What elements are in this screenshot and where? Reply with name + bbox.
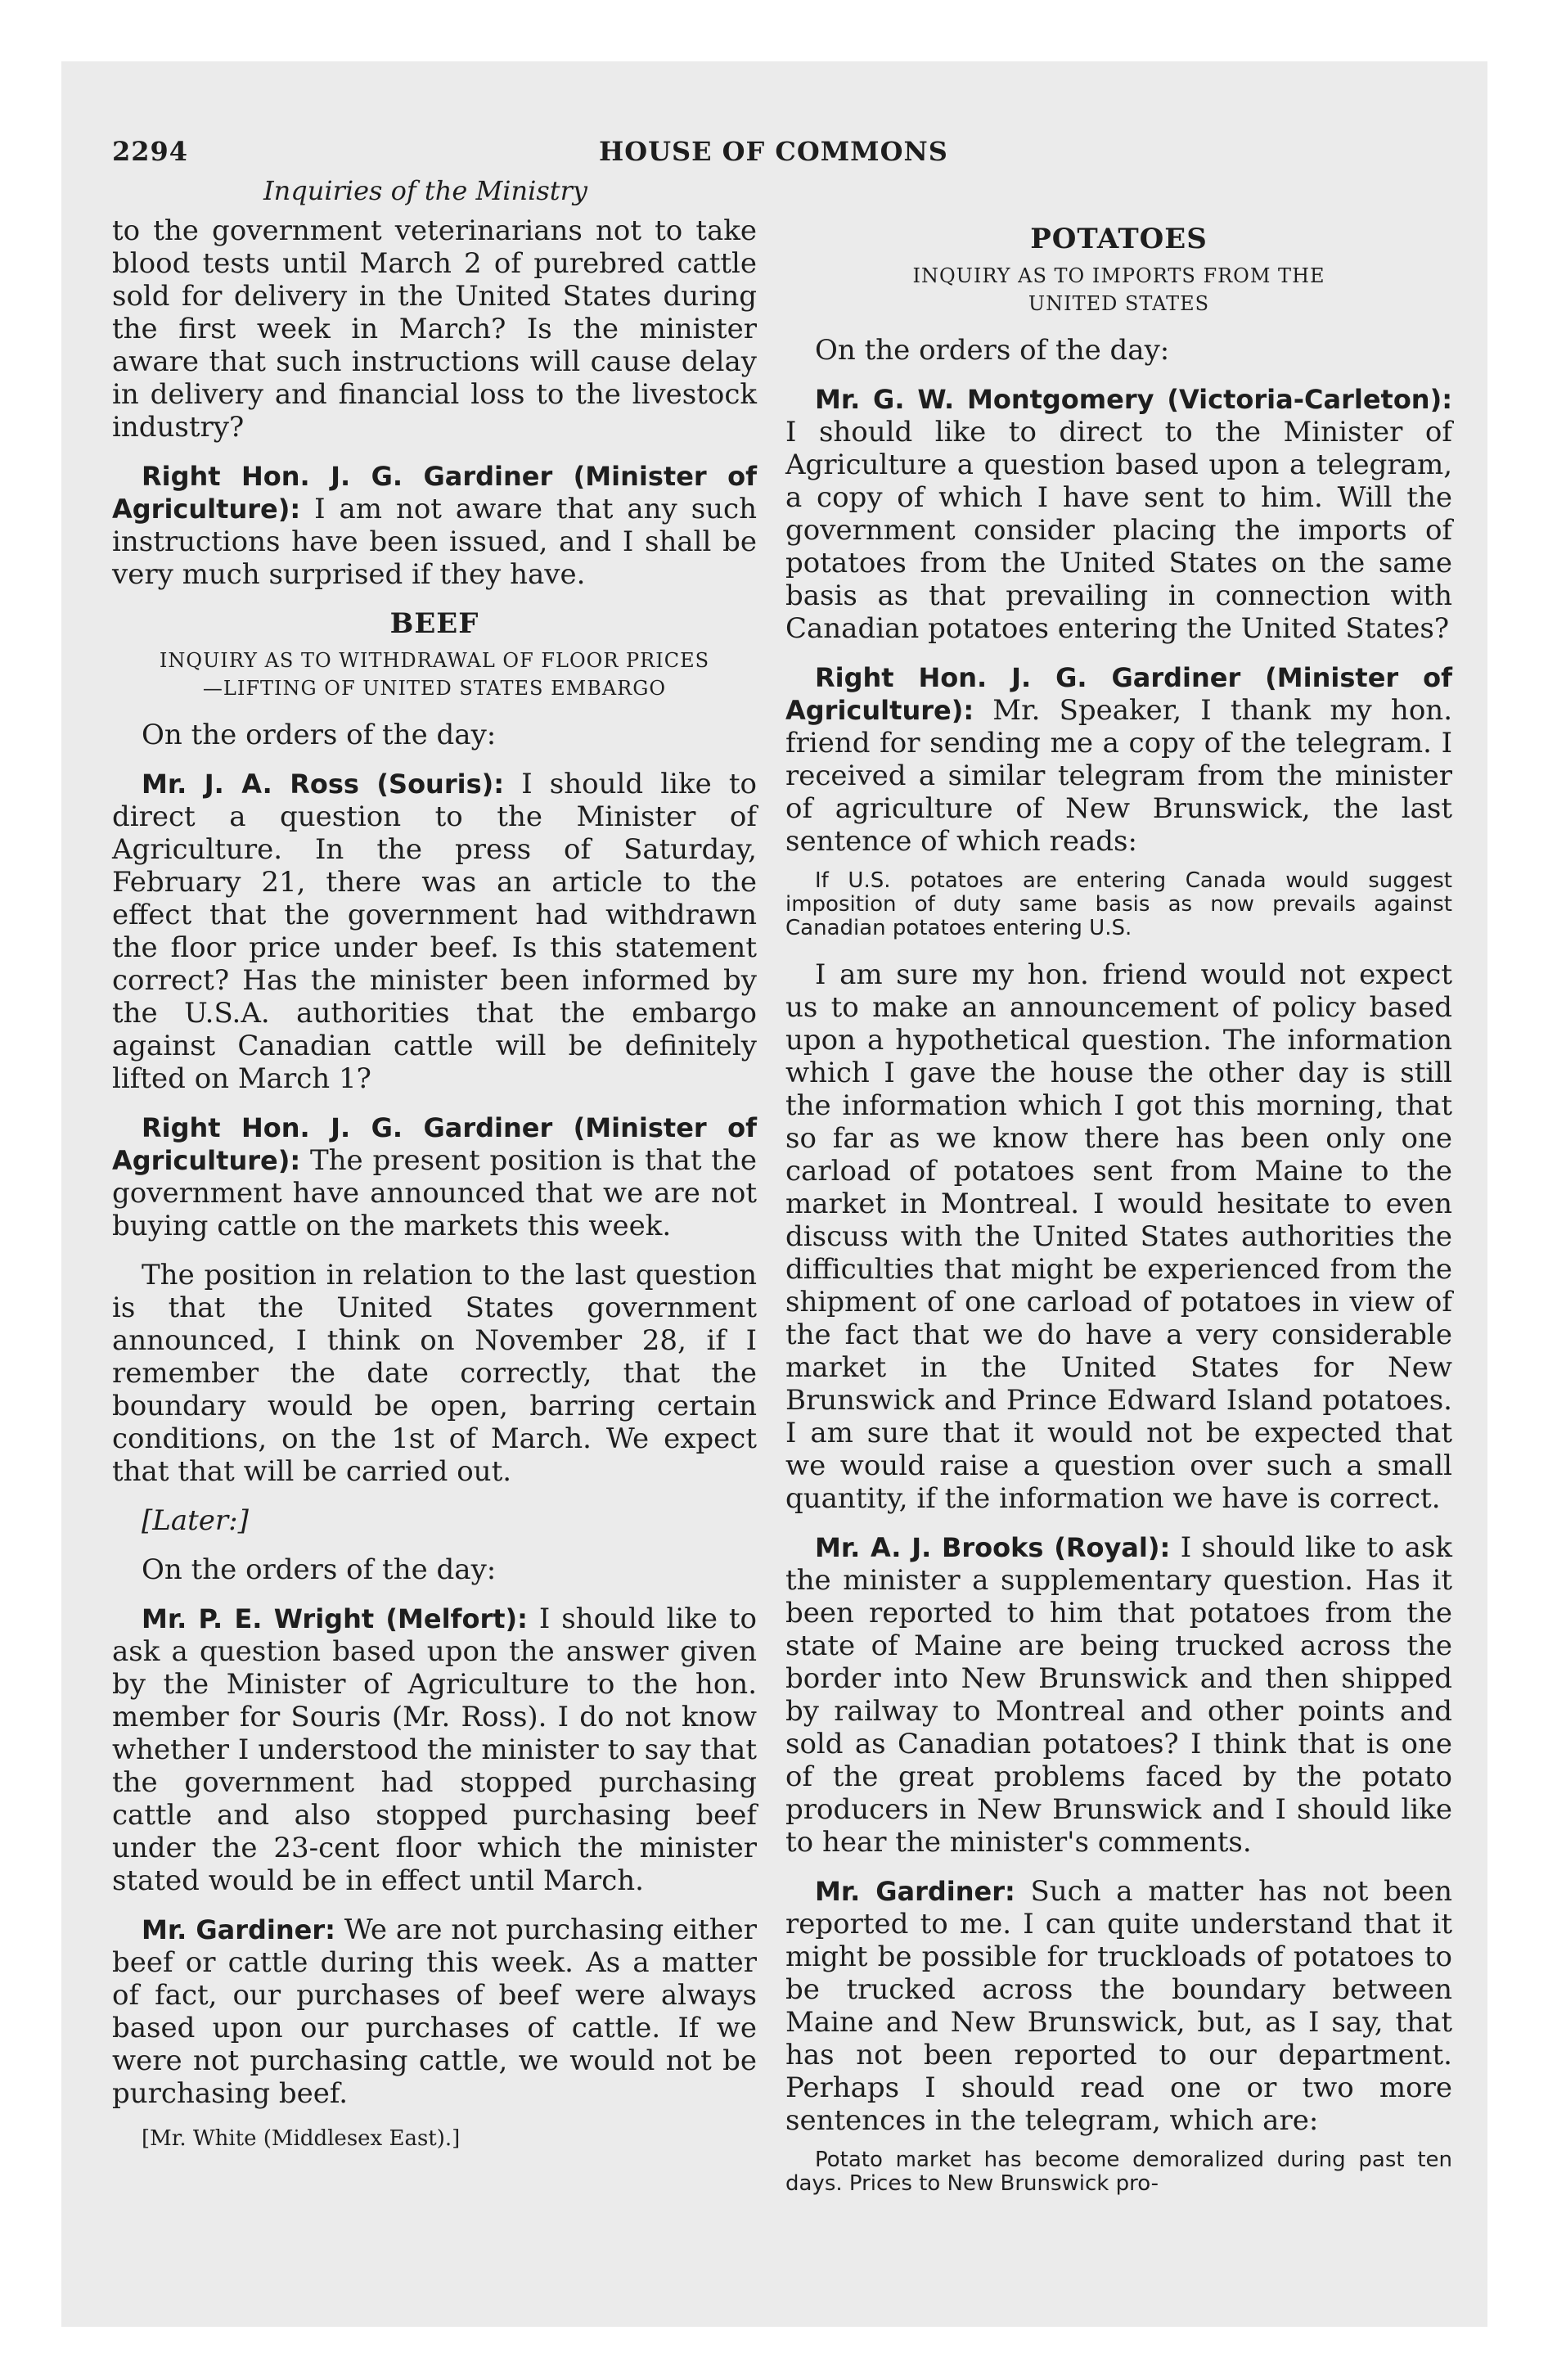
speaker-name: Mr. Gardiner: bbox=[815, 1876, 1015, 1907]
speech-text: Mr. Speaker, I thank my hon. friend for sending me a copy of the telegram. I received a similar telegram from the minister of agriculture of New Brunswick, the last sentence of which reads: bbox=[785, 694, 1452, 858]
paragraph: I am sure my hon. friend would not expect us to make an announcement of policy based upon a hypothetical question. The information which I gave the house the other day is still the information which I got this morning, that so far as we know there has been only one carload of potatoes sent from Maine to the market in Montreal. I would hesitate to even discuss with the United States authorities the difficulties that might be experienced from the shipment of one carload of potatoes in view of the fact that we do have a very considerable market in the United States for New Brunswick and Prince Edward Island potatoes. I am sure that it would not be expected that we would raise a question over such a small quantity, if the information we have is correct. bbox=[785, 958, 1452, 1515]
speaker-name: Mr. Gardiner: bbox=[142, 1914, 335, 1945]
paragraph: to the government veterinarians not to take blood tests until March 2 of purebred cattle sold for delivery in the United States during the first week in March? Is the minister aware that such instructions will cause delay in delivery and financial loss to the livestock industry? bbox=[112, 214, 757, 444]
right-column bbox=[785, 214, 1452, 2214]
speech-text: Such a matter has not been reported to me. I can quite understand that it might be possible for truckloads of potatoes to be trucked across the boundary between Maine and New Brunswick, but, as I say, that has not been reported to our department. Perhaps I should read one or two more sentences in the telegram, which are: bbox=[785, 1875, 1453, 2137]
speech-text: I am not aware that any such instructions have been issued, and I shall be very much surprised if they have. bbox=[112, 493, 757, 591]
page-number: 2294 bbox=[112, 136, 189, 167]
paragraph bbox=[112, 460, 757, 591]
section-subtitle bbox=[785, 262, 1452, 318]
speaker-name: Mr. A. J. Brooks (Royal): bbox=[815, 1532, 1171, 1563]
paragraph bbox=[112, 1913, 757, 2110]
paragraph: The position in relation to the last question is that the United States government announced, I think on November 28, if I remember the date correctly, that the boundary would be open, barring certain conditions, on the 1st of March. We expect that that will be carried out. bbox=[112, 1259, 757, 1488]
paragraph bbox=[785, 661, 1452, 858]
speaker-name: Right Hon. J. G. Gardiner (Minister of Agriculture): bbox=[785, 662, 1452, 726]
orders-of-the-day: On the orders of the day: bbox=[142, 1553, 497, 1586]
paragraph bbox=[785, 1531, 1452, 1859]
speaker-name: Mr. G. W. Montgomery (Victoria-Carleton): bbox=[815, 384, 1452, 415]
telegram-quote: If U.S. potatoes are entering Canada would suggest imposition of duty same basis as now prevails against Canadian potatoes entering U.S. bbox=[785, 868, 1452, 940]
paragraph bbox=[112, 1111, 757, 1242]
section-title: POTATOES bbox=[1030, 223, 1208, 255]
telegram-quote: Potato market has become demoralized during past ten days. Prices to New Brunswick pro- bbox=[785, 2148, 1452, 2196]
orders-of-the-day: On the orders of the day: bbox=[815, 334, 1170, 367]
paragraph bbox=[785, 383, 1452, 645]
paragraph bbox=[785, 1875, 1452, 2137]
speaker-name: Right Hon. J. G. Gardiner (Minister of Agriculture): bbox=[112, 461, 757, 525]
section-title: BEEF bbox=[389, 607, 479, 640]
section-subtitle bbox=[112, 647, 757, 702]
page-header-subtitle: Inquiries of the Ministry bbox=[263, 175, 587, 206]
speaker-name: Right Hon. J. G. Gardiner (Minister of Agriculture): bbox=[112, 1112, 757, 1176]
subtitle-line: UNITED STATES bbox=[1028, 292, 1210, 315]
page-footnote: [Mr. White (Middlesex East).] bbox=[142, 2126, 461, 2151]
speech-text: The present position is that the government have announced that we are not buying cattle on the markets this week. bbox=[112, 1144, 757, 1242]
subtitle-line: —LIFTING OF UNITED STATES EMBARGO bbox=[202, 677, 667, 700]
speaker-name: Mr. P. E. Wright (Melfort): bbox=[142, 1603, 528, 1634]
orders-of-the-day: On the orders of the day: bbox=[142, 719, 497, 751]
left-column bbox=[112, 214, 757, 2167]
speech-text: I should like to direct to the Minister of Agriculture a question based upon a telegram, a copy of which I have sent to him. Will the government consider placing the imports of potatoes from the United States on the same basis as that prevailing in connection with Canadian potatoes entering the United States? bbox=[785, 416, 1452, 645]
speech-text: I should like to direct a question to the Minister of Agriculture. In the press of Saturday, February 21, there was an article to the effect that the government had withdrawn the floor price under beef. Is this statement correct? Has the minister been informed by the U.S.A. authorities that the embargo against Canadian cattle will be definitely lifted on March 1? bbox=[112, 768, 757, 1095]
subtitle-line: INQUIRY AS TO WITHDRAWAL OF FLOOR PRICES bbox=[159, 649, 710, 672]
speech-text: I should like to ask the minister a supplementary question. Has it been reported to him that potatoes from the state of Maine are being trucked across the border into New Brunswick and then shipped by railway to Montreal and other points and sold as Canadian potatoes? I think that is one of the great problems faced by the potato producers in New Brunswick and I should like to hear the minister's comments. bbox=[785, 1531, 1453, 1859]
subtitle-line: INQUIRY AS TO IMPORTS FROM THE bbox=[912, 264, 1325, 287]
later-marker: [Later:] bbox=[142, 1504, 249, 1537]
speaker-name: Mr. J. A. Ross (Souris): bbox=[142, 769, 505, 800]
paragraph bbox=[112, 768, 757, 1095]
page-header-title: HOUSE OF COMMONS bbox=[599, 136, 948, 167]
speech-text: We are not purchasing either beef or cattle during this week. As a matter of fact, our purchases of beef were always based upon our purchases of cattle. If we were not purchasing cattle, we would not be purchasing beef. bbox=[112, 1913, 758, 2110]
paragraph bbox=[112, 1602, 757, 1897]
speech-text: I should like to ask a question based upon the answer given by the Minister of Agriculture to the hon. member for Souris (Mr. Ross). I do not know whether I understood the minister to say that the government had stopped purchasing cattle and also stopped purchasing beef under the 23-cent floor which the minister stated would be in effect until March. bbox=[112, 1602, 757, 1897]
